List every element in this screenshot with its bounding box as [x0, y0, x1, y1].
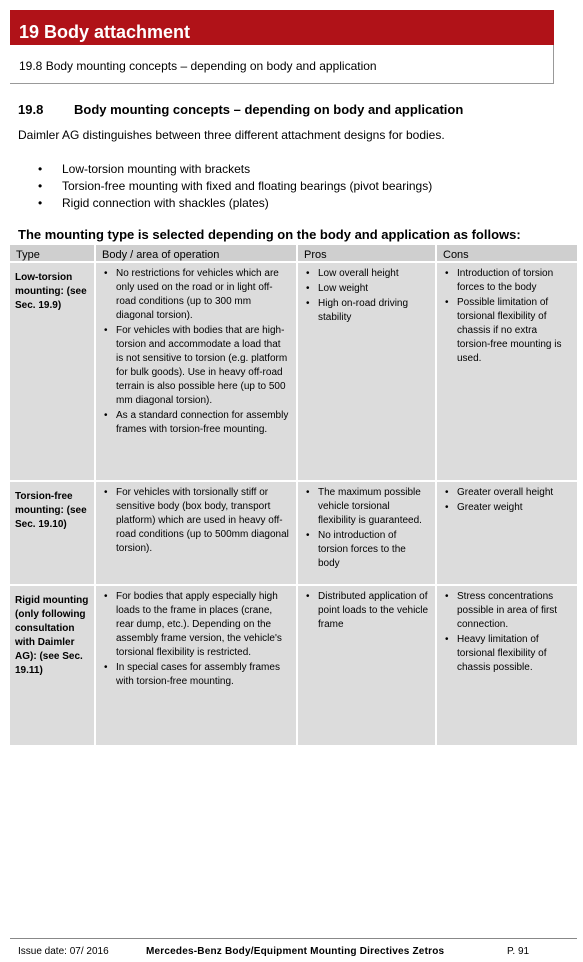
pros-cell [298, 263, 437, 482]
footer-divider [10, 938, 577, 939]
header-type: Type [10, 245, 96, 263]
table-row [10, 586, 577, 747]
header-body: Body / area of operation [96, 245, 298, 263]
body-cell [96, 263, 298, 482]
body-cell [96, 482, 298, 586]
chapter-banner [10, 10, 554, 45]
cons-cell [437, 263, 577, 482]
cons-cell [437, 586, 577, 747]
cons-item: • Introduction of torsion forces to the body [443, 267, 571, 295]
body-item: • For bodies that apply especially high loads to the frame in places (crane, rear dump, etc.). Depending on the assembly frame version, the vehicle's torsional flexibility is restricted. [102, 590, 290, 660]
footer-title: Mercedes-Benz Body/Equipment Mounting Directives Zetros [146, 946, 445, 957]
table-row [10, 482, 577, 586]
pros-item: • No introduction of torsion forces to the body [304, 529, 429, 571]
cons-item: • Possible limitation of torsional flexibility of chassis if no extra torsion-free mounting is used. [443, 296, 571, 366]
pros-item: • Distributed application of point loads to the vehicle frame [304, 590, 429, 632]
table-title: The mounting type is selected depending on the body and application as follows: [18, 227, 521, 242]
pros-item: • High on-road driving stability [304, 297, 429, 325]
design-item: • Torsion-free mounting with fixed and floating bearings (pivot bearings) [18, 178, 432, 195]
chapter-title: 19 Body attachment [19, 22, 191, 42]
footer-issue-date: Issue date: 07/ 2016 [18, 946, 109, 957]
design-item: • Rigid connection with shackles (plates) [18, 195, 432, 212]
design-item: • Low-torsion mounting with brackets [18, 161, 432, 178]
header-cons: Cons [437, 245, 577, 263]
section-number: 19.8 [18, 102, 44, 117]
pros-item: • The maximum possible vehicle torsional flexibility is guaranteed. [304, 486, 429, 528]
header-pros: Pros [298, 245, 437, 263]
body-item: • For vehicles with torsionally stiff or sensitive body (box body, transport platform) which are used in heavy off-road conditions (up to 500mm diagonal torsion). [102, 486, 290, 556]
cons-item: • Stress concentrations possible in area of first connection. [443, 590, 571, 632]
pros-item: • Low weight [304, 282, 429, 296]
body-item: • For vehicles with bodies that are high-torsion and accommodate a load that is not sensitive to torsion (e.g. platform for bulk goods). Use in heavy off-road terrain is also possible here (up to 500 mm diagonal torsion). [102, 324, 290, 408]
cons-item: • Heavy limitation of torsional flexibility of chassis possible. [443, 633, 571, 675]
design-list [18, 161, 432, 212]
chapter-subtitle: 19.8 Body mounting concepts – depending on body and application [19, 59, 377, 73]
table-row [10, 263, 577, 482]
section-title: Body mounting concepts – depending on body and application [74, 102, 464, 117]
intro-paragraph: Daimler AG distinguishes between three different attachment designs for bodies. [18, 128, 445, 142]
body-item: • In special cases for assembly frames with torsion-free mounting. [102, 661, 290, 689]
type-cell: Torsion-free mounting: (see Sec. 19.10) [10, 482, 96, 586]
cons-item: • Greater overall height [443, 486, 571, 500]
pros-cell [298, 586, 437, 747]
cons-cell [437, 482, 577, 586]
type-cell: Rigid mounting (only following consultation with Daimler AG): (see Sec. 19.11) [10, 586, 96, 747]
table-header-row [10, 245, 577, 263]
type-cell: Low-torsion mounting: (see Sec. 19.9) [10, 263, 96, 482]
pros-cell [298, 482, 437, 586]
chapter-header-box [10, 45, 554, 84]
footer-page-number: P. 91 [507, 946, 530, 957]
pros-item: • Low overall height [304, 267, 429, 281]
body-cell [96, 586, 298, 747]
mounting-table [10, 245, 577, 747]
body-item: • As a standard connection for assembly frames with torsion-free mounting. [102, 409, 290, 437]
cons-item: • Greater weight [443, 501, 571, 515]
body-item: • No restrictions for vehicles which are only used on the road or in light off-road conditions (up to 300 mm diagonal torsion). [102, 267, 290, 323]
